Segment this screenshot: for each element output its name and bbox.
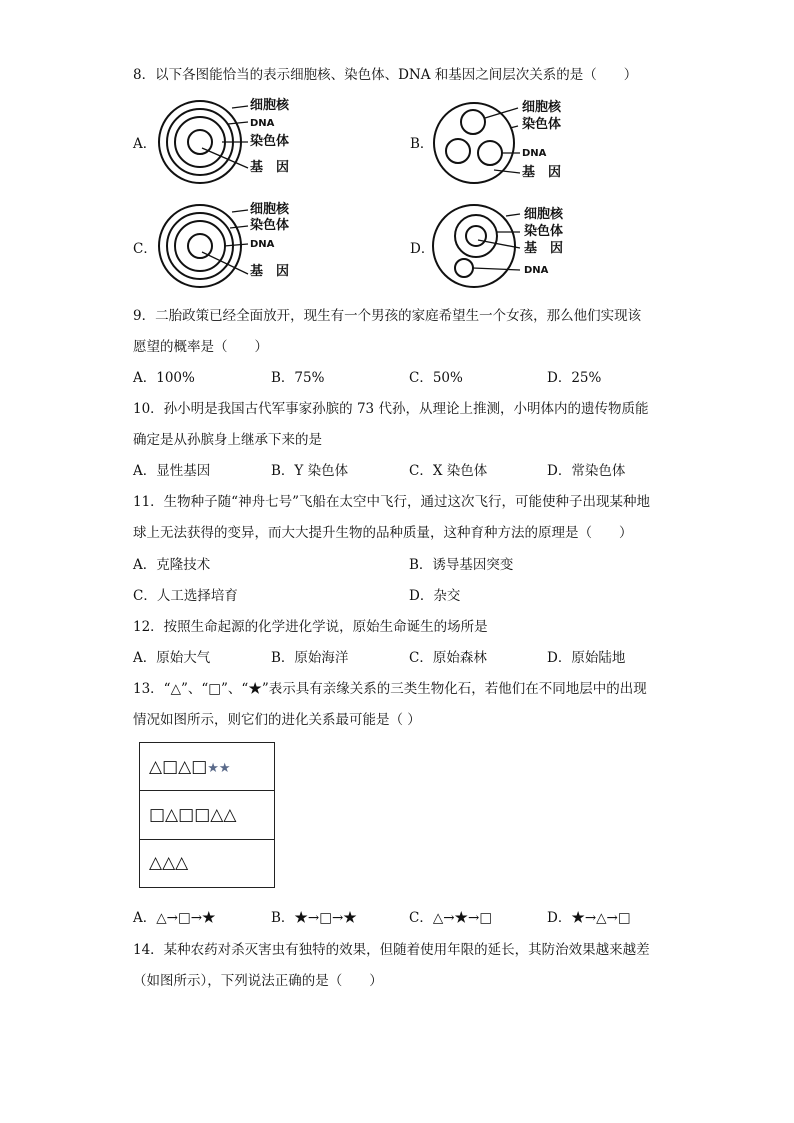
q8-option-c-letter: C． — [133, 241, 157, 257]
q8-b-label-chromosome: 染色体 — [522, 117, 562, 132]
q13-stem-line1: 13．“△”、“□”、“★”表示具有亲缘关系的三类生物化石，若他们在不同地层中的出现 — [133, 681, 647, 697]
q10-option-d: D．常染色体 — [547, 463, 626, 479]
q8-b-label-dna: DNA — [522, 148, 547, 159]
q13-option-d: D．★→△→□ — [547, 910, 631, 926]
q14-stem-line2: （如图所示），下列说法正确的是（ ） — [133, 973, 383, 989]
q11-option-b: B．诱导基因突变 — [409, 557, 514, 573]
q8-a-label-gene: 基 因 — [250, 160, 290, 175]
q10-option-a: A．显性基因 — [133, 463, 211, 479]
q9-stem-line2: 愿望的概率是（ ） — [133, 339, 268, 355]
q8-c-label-chromosome: 染色体 — [250, 218, 290, 233]
q8-b-label-nucleus: 细胞核 — [522, 100, 562, 115]
fossil-strata-figure — [139, 742, 275, 888]
stratum-bottom-symbols: △△△ — [149, 853, 189, 873]
q8-a-label-dna: DNA — [250, 118, 275, 129]
q10-stem-line1: 10．孙小明是我国古代军事家孙膑的 73 代孙，从理论上推测，小明体内的遗传物质能 — [133, 401, 649, 417]
q13-stem-line2: 情况如图所示，则它们的进化关系最可能是（ ） — [133, 712, 421, 728]
q8-stem: 8．以下各图能恰当的表示细胞核、染色体、DNA 和基因之间层次关系的是（ ） — [133, 67, 638, 83]
star-fossil-icon: ★★ — [207, 761, 231, 776]
q13-option-b: B．★→□→★ — [271, 910, 357, 926]
q12-option-d: D．原始陆地 — [547, 650, 626, 666]
q11-option-d: D．杂交 — [409, 588, 461, 604]
q8-option-b-letter: B． — [410, 136, 434, 152]
q10-option-b: B．Y 染色体 — [271, 463, 349, 479]
stratum-top — [140, 743, 274, 791]
q9-option-a: A．100% — [133, 370, 195, 386]
stratum-middle — [140, 791, 274, 840]
q8-option-a-letter: A． — [133, 136, 157, 152]
q8-a-label-chromosome: 染色体 — [250, 134, 290, 149]
q8-d-label-dna: DNA — [524, 265, 549, 276]
q13-option-a: A．△→□→★ — [133, 910, 216, 926]
q12-option-a: A．原始大气 — [133, 650, 211, 666]
q8-option-d-letter: D． — [410, 241, 435, 257]
q9-option-b: B．75% — [271, 370, 325, 386]
q9-option-d: D．25% — [547, 370, 602, 386]
q8-b-label-gene: 基 因 — [522, 165, 562, 180]
q8-c-label-nucleus: 细胞核 — [250, 202, 290, 217]
q14-stem-line1: 14．某种农药对杀灭害虫有独特的效果，但随着使用年限的延长，其防治效果越来越差 — [133, 942, 650, 958]
q12-option-c: C．原始森林 — [409, 650, 487, 666]
q9-option-c: C．50% — [409, 370, 463, 386]
q11-option-c: C．人工选择培育 — [133, 588, 238, 604]
q12-option-b: B．原始海洋 — [271, 650, 349, 666]
q11-option-a: A．克隆技术 — [133, 557, 211, 573]
q8-d-label-gene: 基 因 — [524, 241, 564, 256]
q11-stem-line1: 11．生物种子随“神舟七号”飞船在太空中飞行，通过这次飞行，可能使种子出现某种地 — [133, 494, 650, 510]
stratum-middle-symbols: □△□□△△ — [149, 805, 237, 825]
q9-stem-line1: 9．二胎政策已经全面放开，现生有一个男孩的家庭希望生一个女孩，那么他们实现该 — [133, 308, 642, 324]
q8-c-label-gene: 基 因 — [250, 264, 290, 279]
stratum-bottom — [140, 840, 274, 886]
q12-stem: 12．按照生命起源的化学进化学说，原始生命诞生的场所是 — [133, 619, 488, 635]
stratum-top-symbols: △□△□ — [149, 757, 208, 777]
q8-a-label-nucleus: 细胞核 — [250, 98, 290, 113]
q11-stem-line2: 球上无法获得的变异，而大大提升生物的品种质量，这种育种方法的原理是（ ） — [133, 525, 633, 541]
q8-c-label-dna: DNA — [250, 239, 275, 250]
q10-stem-line2: 确定是从孙膑身上继承下来的是 — [133, 432, 322, 448]
q8-d-label-nucleus: 细胞核 — [524, 207, 564, 222]
q8-d-label-chromosome: 染色体 — [524, 224, 564, 239]
q13-option-c: C．△→★→□ — [409, 910, 493, 926]
q10-option-c: C．X 染色体 — [409, 463, 488, 479]
